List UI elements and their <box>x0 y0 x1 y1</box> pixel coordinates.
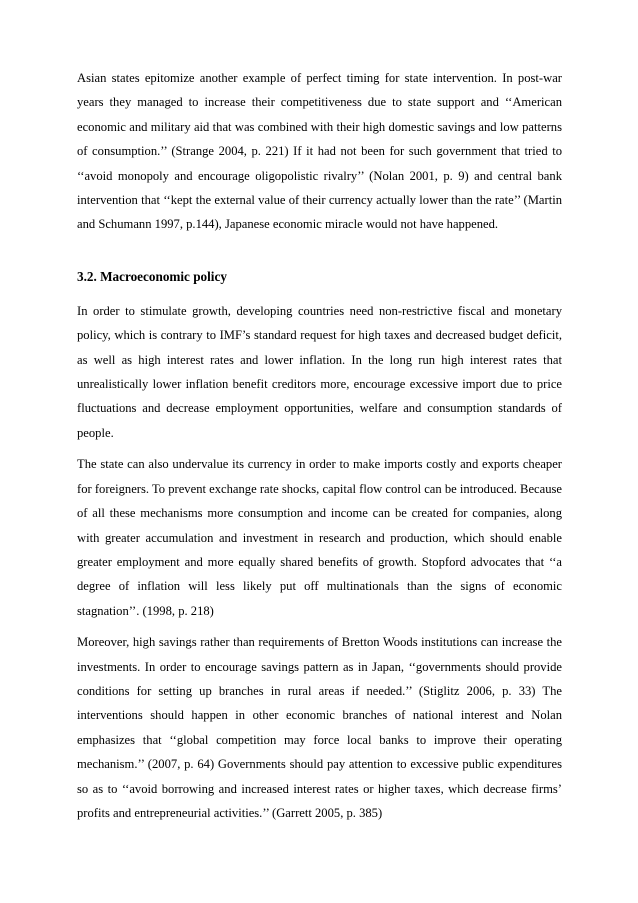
paragraph-currency: The state can also undervalue its currency in order to make imports costly and exports cheaper for foreigners. To prevent exchange rate shocks, capital flow control can be introduced. Because of all these mechanisms more consumption and income can be created for companies, along with greater accumulation and investment in research and production, which should enable greater employment and more equally shared benefits of growth. Stopford advocates that ‘‘a degree of inflation will less likely put off multinationals than the signs of economic stagnation’’. (1998, p. 218) <box>77 457 562 618</box>
paragraph-savings: Moreover, high savings rather than requirements of Bretton Woods institutions can increase the investments. In order to encourage savings pattern as in Japan, ‘‘governments should provide conditions for setting up branches in rural areas if needed.’’ (Stiglitz 2006, p. 33) The interventions should happen in other economic branches of national interest and Nolan emphasizes that ‘‘global competition may force local banks to improve their operating mechanism.’’ (2007, p. 64) Governments should pay attention to excessive public expenditures so as to ‘‘avoid borrowing and increased interest rates or higher taxes, which decrease firms’ profits and entrepreneurial activities.’’ (Garrett 2005, p. 385) <box>77 635 562 820</box>
document-page <box>77 66 562 825</box>
paragraph-fiscal-policy: In order to stimulate growth, developing countries need non-restrictive fiscal and monetary policy, which is contrary to IMF’s standard request for high taxes and decreased budget deficit, as well as high interest rates and lower inflation. In the long run high interest rates that unrealistically lower inflation benefit creditors more, encourage excessive import due to price fluctuations and decrease employment opportunities, welfare and consumption standards of people. <box>77 303 562 440</box>
section-heading: 3.2. Macroeconomic policy <box>77 268 227 284</box>
paragraph-asian-states: Asian states epitomize another example of perfect timing for state intervention. In post-war years they managed to increase their competitiveness due to state support and ‘‘American economic and military aid that was combined with their high domestic savings and low patterns of consumption.’’ (Strange 2004, p. 221) If it had not been for such government that tried to ‘‘avoid monopoly and encourage oligopolistic rivalry’’ (Nolan 2001, p. 9) and central bank intervention that ‘‘kept the external value of their currency actually lower than the rate’’ (Martin and Schumann 1997, p.144), Japanese economic miracle would not have happened. <box>77 71 562 232</box>
heading-spacer <box>77 287 562 299</box>
section-spacer <box>77 237 562 267</box>
